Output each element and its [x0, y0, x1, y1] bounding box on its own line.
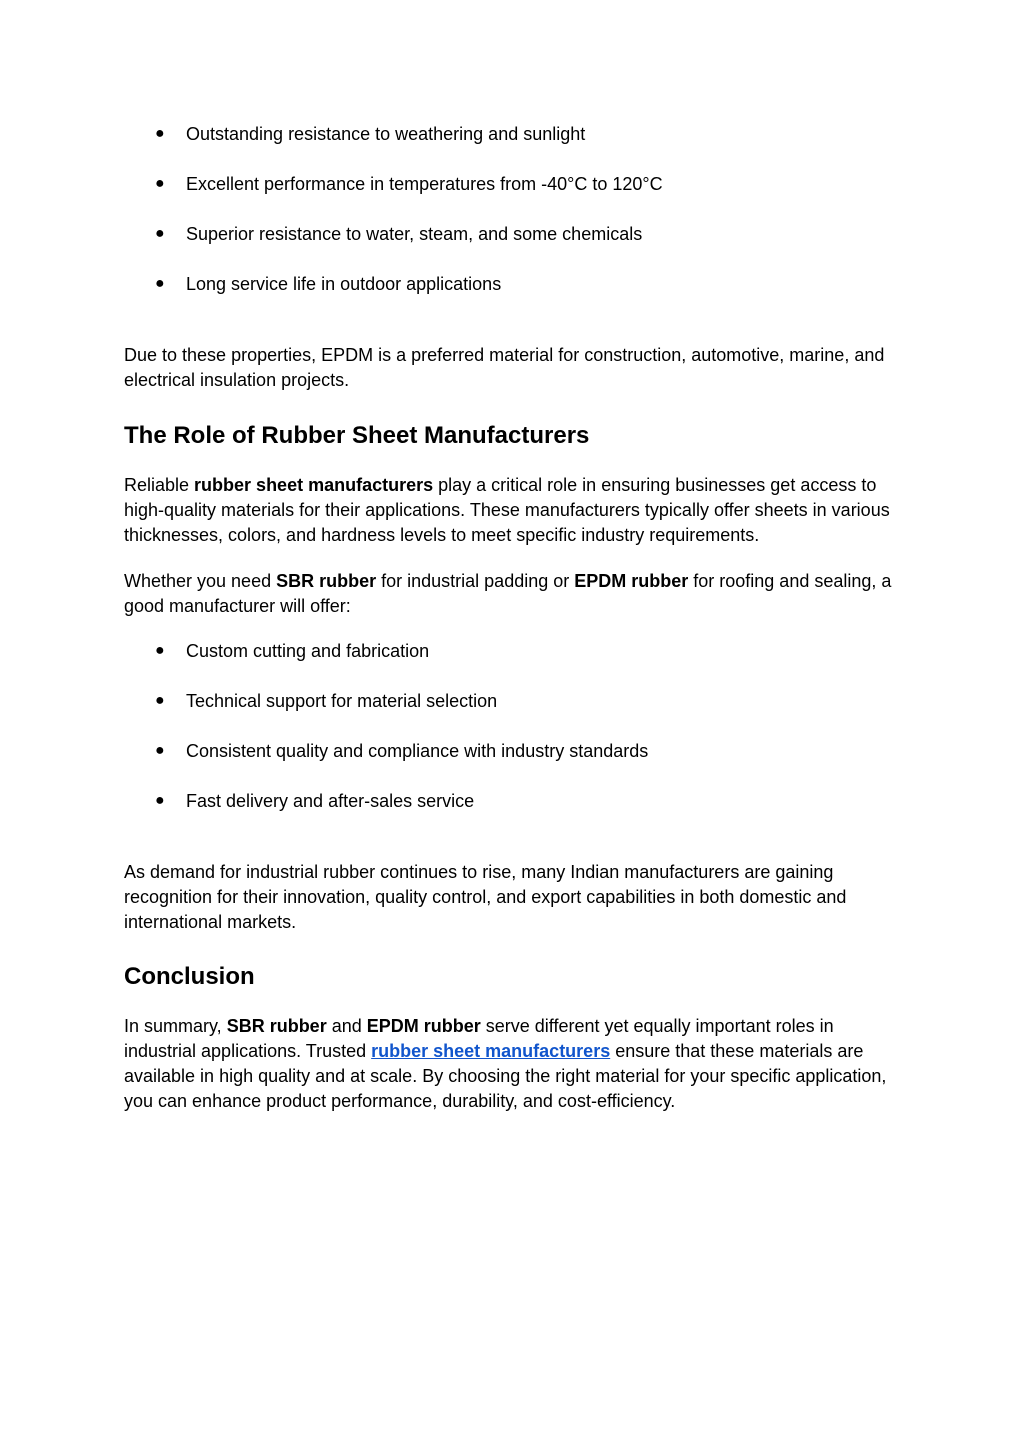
bullet-icon: ●: [155, 125, 165, 142]
bullet-icon: ●: [155, 225, 165, 242]
text-run: Reliable: [124, 475, 195, 495]
text-run: for industrial padding or: [376, 571, 575, 591]
text-run: and: [326, 1016, 367, 1036]
list-item: [0, 788, 1024, 814]
list-item-text: Excellent performance in temperatures from -40°C to 120°C: [186, 174, 663, 194]
paragraph-demand: As demand for industrial rubber continues to rise, many Indian manufacturers are gaining recognition for their innovation, quality control, and export capabilities in both domestic and international markets.: [124, 862, 847, 932]
list-item: [0, 171, 1024, 197]
text-run: In summary,: [124, 1016, 227, 1036]
heading-conclusion: Conclusion: [124, 963, 255, 990]
bold-text: SBR rubber: [276, 571, 377, 591]
bullet-icon: ●: [155, 692, 165, 709]
list-item: [0, 221, 1024, 247]
bold-text: EPDM rubber: [366, 1016, 481, 1036]
text-run: for roofing and sealing, a good manufacturer will offer:: [124, 571, 892, 616]
text-run: Whether you need: [124, 571, 277, 591]
bullet-icon: ●: [155, 642, 165, 659]
bullet-icon: ●: [155, 175, 165, 192]
heading-role-of-manufacturers: The Role of Rubber Sheet Manufacturers: [124, 422, 590, 449]
bullet-icon: ●: [155, 792, 165, 809]
paragraph-whether-you-need: [124, 569, 899, 619]
paragraph-epdm-properties: Due to these properties, EPDM is a preferred material for construction, automotive, marine, and electrical insulation projects.: [124, 345, 885, 390]
paragraph-summary: [124, 1014, 899, 1114]
bold-text: SBR rubber: [226, 1016, 327, 1036]
bold-text: rubber sheet manufacturers: [194, 475, 434, 495]
list-item-text: Custom cutting and fabrication: [186, 641, 430, 661]
bold-text: EPDM rubber: [574, 571, 689, 591]
list-item: [0, 121, 1024, 147]
list-item: [0, 688, 1024, 714]
list-item: [0, 638, 1024, 664]
list-item: [0, 271, 1024, 297]
bullet-icon: ●: [155, 275, 165, 292]
paragraph-reliable-manufacturers: [124, 473, 899, 548]
text-run: serve different yet equally important roles in industrial applications. Trusted: [124, 1016, 834, 1061]
list-item-text: Consistent quality and compliance with industry standards: [186, 741, 649, 761]
text-run: ensure that these materials are available in high quality and at scale. By choosing the right material for your specific application, you can enhance product performance, durability, and cost-efficiency.: [124, 1041, 887, 1111]
list-item-text: Outstanding resistance to weathering and sunlight: [186, 124, 586, 144]
list-item-text: Technical support for material selection: [186, 691, 498, 711]
list-item-text: Fast delivery and after-sales service: [186, 791, 475, 811]
list-item: [0, 738, 1024, 764]
bullet-icon: ●: [155, 742, 165, 759]
text-run: play a critical role in ensuring businesses get access to high-quality materials for their applications. These manufacturers typically offer sheets in various thicknesses, colors, and hardness levels to meet specific industry requirements.: [124, 475, 890, 545]
rubber-sheet-manufacturers-link[interactable]: rubber sheet manufacturers: [371, 1041, 611, 1061]
list-item-text: Superior resistance to water, steam, and some chemicals: [186, 224, 643, 244]
list-item-text: Long service life in outdoor applications: [186, 274, 502, 294]
